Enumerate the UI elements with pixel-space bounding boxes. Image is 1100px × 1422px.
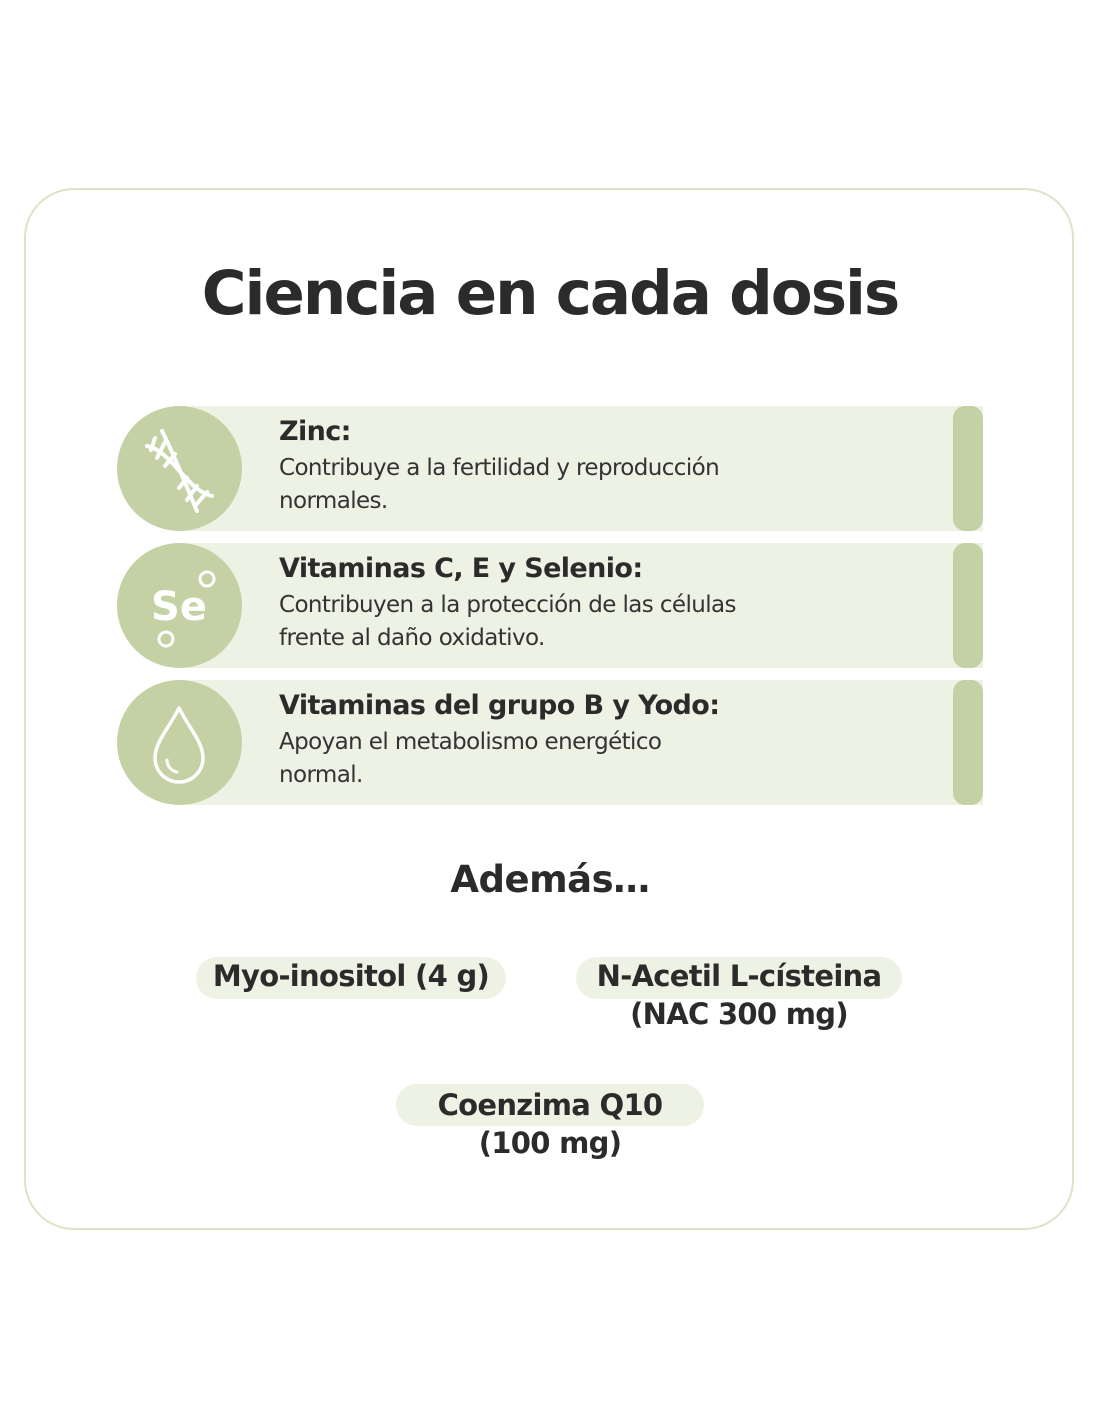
benefit-description bbox=[279, 726, 839, 792]
benefit-row-selenium bbox=[117, 543, 983, 668]
extras-title: Además… bbox=[450, 858, 650, 901]
drop-icon bbox=[117, 680, 242, 805]
benefit-accent bbox=[953, 543, 983, 668]
benefit-description bbox=[279, 589, 839, 655]
benefit-heading: Vitaminas del grupo B y Yodo: bbox=[279, 690, 720, 721]
selenium-icon bbox=[117, 543, 242, 668]
extra-nac bbox=[576, 957, 902, 1033]
benefit-text-line: Contribuye a la fertilidad y reproducción bbox=[279, 455, 720, 481]
page-title: Ciencia en cada dosis bbox=[201, 258, 899, 329]
extra-label: N-Acetil L-císteina bbox=[596, 959, 882, 993]
dna-icon bbox=[117, 406, 242, 531]
benefit-row-vitamin-b bbox=[117, 680, 983, 805]
benefit-accent bbox=[953, 680, 983, 805]
benefit-text-line: Contribuyen a la protección de las células bbox=[279, 592, 736, 618]
benefit-text-line: normales. bbox=[279, 488, 388, 514]
benefit-row-zinc bbox=[117, 406, 983, 531]
extra-coenzyme-q10 bbox=[396, 1086, 704, 1162]
benefit-description bbox=[279, 452, 839, 518]
extra-dose: (NAC 300 mg) bbox=[630, 997, 848, 1031]
benefit-heading: Zinc: bbox=[279, 416, 351, 447]
extra-myo-inositol bbox=[196, 957, 506, 995]
benefit-text-line: frente al daño oxidativo. bbox=[279, 625, 545, 651]
benefit-text-line: normal. bbox=[279, 762, 363, 788]
benefit-text-line: Apoyan el metabolismo energético bbox=[279, 729, 662, 755]
extra-label: Coenzima Q10 bbox=[437, 1088, 663, 1122]
selenium-symbol: Se bbox=[151, 584, 207, 630]
benefit-heading: Vitaminas C, E y Selenio: bbox=[279, 553, 643, 584]
extra-label: Myo-inositol (4 g) bbox=[212, 959, 490, 993]
extra-dose: (100 mg) bbox=[478, 1126, 622, 1160]
benefit-accent bbox=[953, 406, 983, 531]
